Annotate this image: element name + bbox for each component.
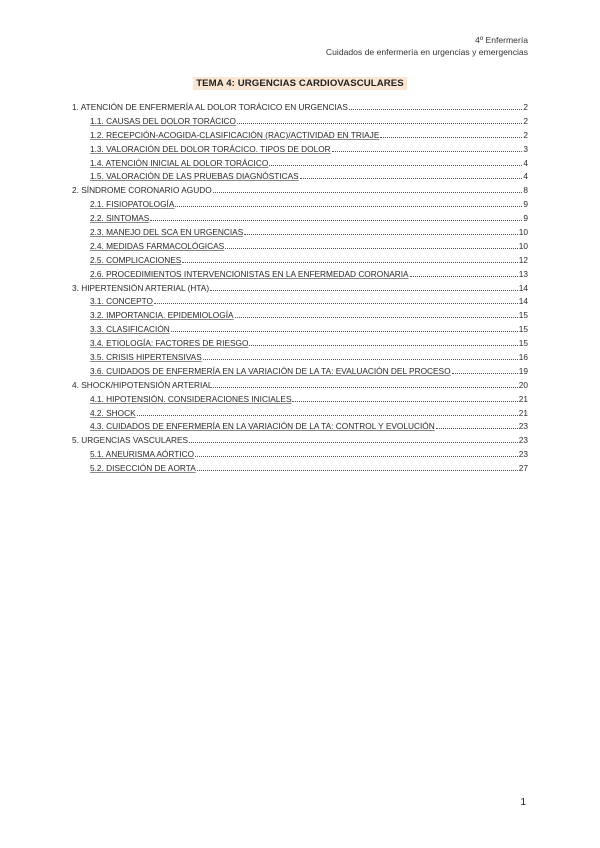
- toc-dot-leader: [410, 276, 518, 277]
- toc-dot-leader: [150, 220, 522, 221]
- toc-entry[interactable]: [72, 240, 528, 254]
- toc-entry-label[interactable]: 5.1. ANEURISMA AÓRTICO: [90, 449, 195, 460]
- toc-entry[interactable]: [72, 282, 528, 296]
- toc-entry-label[interactable]: 1.5. VALORACIÓN DE LAS PRUEBAS DIAGNÓSTICAS: [90, 171, 299, 182]
- toc-entry[interactable]: [72, 393, 528, 407]
- toc-entry-label[interactable]: 2.1. FISIOPATOLOGÍA: [90, 199, 175, 210]
- toc-entry[interactable]: [72, 212, 528, 226]
- toc-entry[interactable]: [72, 170, 528, 184]
- toc-dot-leader: [244, 234, 518, 235]
- toc-dot-leader: [171, 331, 518, 332]
- header-course-year: 4º Enfermería: [475, 35, 528, 45]
- toc-dot-leader: [249, 345, 517, 346]
- toc-entry-label[interactable]: 3.5. CRISIS HIPERTENSIVAS: [90, 352, 202, 363]
- toc-dot-leader: [203, 359, 518, 360]
- toc-entry-label[interactable]: 2.3. MANEJO DEL SCA EN URGENCIAS: [90, 227, 244, 238]
- toc-entry-label[interactable]: 3. HIPERTENSIÓN ARTERIAL (HTA): [72, 282, 210, 293]
- toc-entry-label[interactable]: 2.6. PROCEDIMIENTOS INTERVENCIONISTAS EN LA ENFERMEDAD CORONARIA: [90, 268, 409, 279]
- toc-entry-page[interactable]: 4: [523, 157, 528, 168]
- toc-dot-leader: [197, 470, 518, 471]
- toc-entry[interactable]: [72, 226, 528, 240]
- toc-entry-page[interactable]: 14: [518, 296, 528, 307]
- toc-entry[interactable]: [72, 295, 528, 309]
- toc-dot-leader: [452, 373, 518, 374]
- toc-entry[interactable]: [72, 115, 528, 129]
- toc-entry-label[interactable]: 3.4. ETIOLOGÍA: FACTORES DE RIESGO: [90, 338, 249, 349]
- toc-dot-leader: [182, 262, 517, 263]
- toc-entry-label[interactable]: 4.2. SHOCK: [90, 407, 136, 418]
- toc-entry-label[interactable]: 3.1. CONCEPTO: [90, 296, 154, 307]
- toc-entry-label[interactable]: 3.2. IMPORTANCIA. EPIDEMIOLOGÍA: [90, 310, 234, 321]
- toc-entry[interactable]: [72, 462, 528, 476]
- toc-entry-page[interactable]: 10: [518, 227, 528, 238]
- toc-entry[interactable]: [72, 351, 528, 365]
- toc-entry-page[interactable]: 9: [523, 199, 528, 210]
- toc-entry[interactable]: [72, 323, 528, 337]
- toc-entry-label[interactable]: 3.3. CLASIFICACIÓN: [90, 324, 170, 335]
- toc-entry[interactable]: [72, 379, 528, 393]
- toc-entry-page[interactable]: 27: [518, 463, 528, 474]
- toc-entry-label[interactable]: 5.2. DISECCIÓN DE AORTA: [90, 463, 196, 474]
- toc-entry-page[interactable]: 23: [518, 435, 528, 446]
- toc-entry-page[interactable]: 23: [518, 449, 528, 460]
- toc-dot-leader: [235, 317, 518, 318]
- toc-entry-label[interactable]: 1. ATENCIÓN DE ENFERMERÍA AL DOLOR TORÁCICO EN URGENCIAS: [72, 102, 348, 112]
- toc-entry-label[interactable]: 2.2. SINTOMAS: [90, 213, 150, 224]
- page-number: 1: [520, 797, 526, 808]
- toc-entry-label[interactable]: 1.4. ATENCIÓN INICIAL AL DOLOR TORÁCICO: [90, 157, 269, 168]
- toc-entry-page[interactable]: 12: [518, 254, 528, 265]
- toc-entry-page[interactable]: 19: [518, 365, 528, 376]
- toc-entry[interactable]: [72, 101, 528, 115]
- toc-dot-leader: [269, 165, 522, 166]
- toc-entry-label[interactable]: 5. URGENCIAS VASCULARES: [72, 435, 189, 446]
- toc-dot-leader: [154, 303, 518, 304]
- toc-entry-page[interactable]: 15: [518, 310, 528, 321]
- toc-entry[interactable]: [72, 254, 528, 268]
- toc-entry-page[interactable]: 2: [523, 115, 528, 126]
- toc-entry-page[interactable]: 2: [523, 102, 528, 112]
- toc-entry-page[interactable]: 10: [518, 240, 528, 251]
- toc-dot-leader: [213, 192, 523, 193]
- toc-dot-leader: [195, 456, 518, 457]
- toc-dot-leader: [175, 206, 522, 207]
- toc-entry[interactable]: [72, 129, 528, 143]
- page-header: [326, 34, 528, 58]
- toc-entry-page[interactable]: 16: [518, 352, 528, 363]
- toc-entry[interactable]: [72, 184, 528, 198]
- toc-entry-label[interactable]: 2.5. COMPLICACIONES: [90, 254, 182, 265]
- toc-entry[interactable]: [72, 420, 528, 434]
- toc-entry-page[interactable]: 3: [523, 143, 528, 154]
- toc-entry-page[interactable]: 15: [518, 338, 528, 349]
- toc-entry[interactable]: [72, 268, 528, 282]
- toc-entry-page[interactable]: 2: [523, 129, 528, 140]
- toc-entry-page[interactable]: 20: [518, 379, 528, 390]
- document-title: TEMA 4: URGENCIAS CARDIOVASCULARES: [193, 77, 407, 90]
- header-subject: Cuidados de enfermería en urgencias y emergencias: [325, 47, 528, 57]
- toc-entry[interactable]: [72, 198, 528, 212]
- toc-entry-label[interactable]: 2. SÍNDROME CORONARIO AGUDO: [72, 185, 212, 196]
- toc-entry-page[interactable]: 23: [518, 421, 528, 432]
- toc-dot-leader: [237, 123, 522, 124]
- toc-dot-leader: [189, 442, 518, 443]
- toc-dot-leader: [436, 428, 518, 429]
- toc-dot-leader: [292, 401, 517, 402]
- toc-entry-page[interactable]: 15: [518, 324, 528, 335]
- toc-entry-page[interactable]: 21: [518, 393, 528, 404]
- toc-entry-label[interactable]: 1.2. RECEPCIÓN-ACOGIDA-CLASIFICACIÓN (RAC)/ACTIVIDAD EN TRIAJE: [90, 129, 380, 140]
- toc-entry[interactable]: [72, 143, 528, 157]
- toc-entry-page[interactable]: 14: [518, 282, 528, 293]
- toc-entry-page[interactable]: 13: [518, 268, 528, 279]
- toc-entry[interactable]: [72, 407, 528, 421]
- toc-dot-leader: [137, 415, 518, 416]
- toc-dot-leader: [210, 290, 518, 291]
- table-of-contents: [72, 101, 528, 476]
- toc-entry-label[interactable]: 3.6. CUIDADOS DE ENFERMERÍA EN LA VARIACIÓN DE LA TA: EVALUACIÓN DEL PROCESO: [90, 365, 451, 376]
- toc-entry[interactable]: [72, 309, 528, 323]
- title-wrapper: [0, 73, 600, 91]
- toc-entry-page[interactable]: 4: [523, 171, 528, 182]
- toc-entry[interactable]: [72, 337, 528, 351]
- toc-entry-label[interactable]: 4.3. CUIDADOS DE ENFERMERÍA EN LA VARIACIÓN DE LA TA: CONTROL Y EVOLUCIÓN: [90, 421, 435, 432]
- toc-entry-page[interactable]: 8: [523, 185, 528, 196]
- toc-entry-label[interactable]: 4. SHOCK/HIPOTENSIÓN ARTERIAL: [72, 379, 213, 390]
- toc-entry-page[interactable]: 21: [518, 407, 528, 418]
- toc-dot-leader: [349, 109, 523, 110]
- toc-dot-leader: [225, 248, 518, 249]
- toc-entry-label[interactable]: 1.1. CAUSAS DEL DOLOR TORÁCICO: [90, 115, 237, 126]
- toc-dot-leader: [332, 151, 523, 152]
- toc-dot-leader: [300, 178, 523, 179]
- toc-entry[interactable]: [72, 448, 528, 462]
- toc-entry-page[interactable]: 9: [523, 213, 528, 224]
- toc-dot-leader: [213, 387, 517, 388]
- toc-entry-label[interactable]: 2.4. MEDIDAS FARMACOLÓGICAS: [90, 240, 225, 251]
- toc-entry-label[interactable]: 1.3. VALORACIÓN DEL DOLOR TORÁCICO. TIPOS DE DOLOR: [90, 143, 331, 154]
- toc-entry[interactable]: [72, 157, 528, 171]
- toc-dot-leader: [380, 137, 522, 138]
- toc-entry[interactable]: [72, 365, 528, 379]
- toc-entry-label[interactable]: 4.1. HIPOTENSIÓN. CONSIDERACIONES INICIALES: [90, 393, 292, 404]
- toc-entry[interactable]: [72, 434, 528, 448]
